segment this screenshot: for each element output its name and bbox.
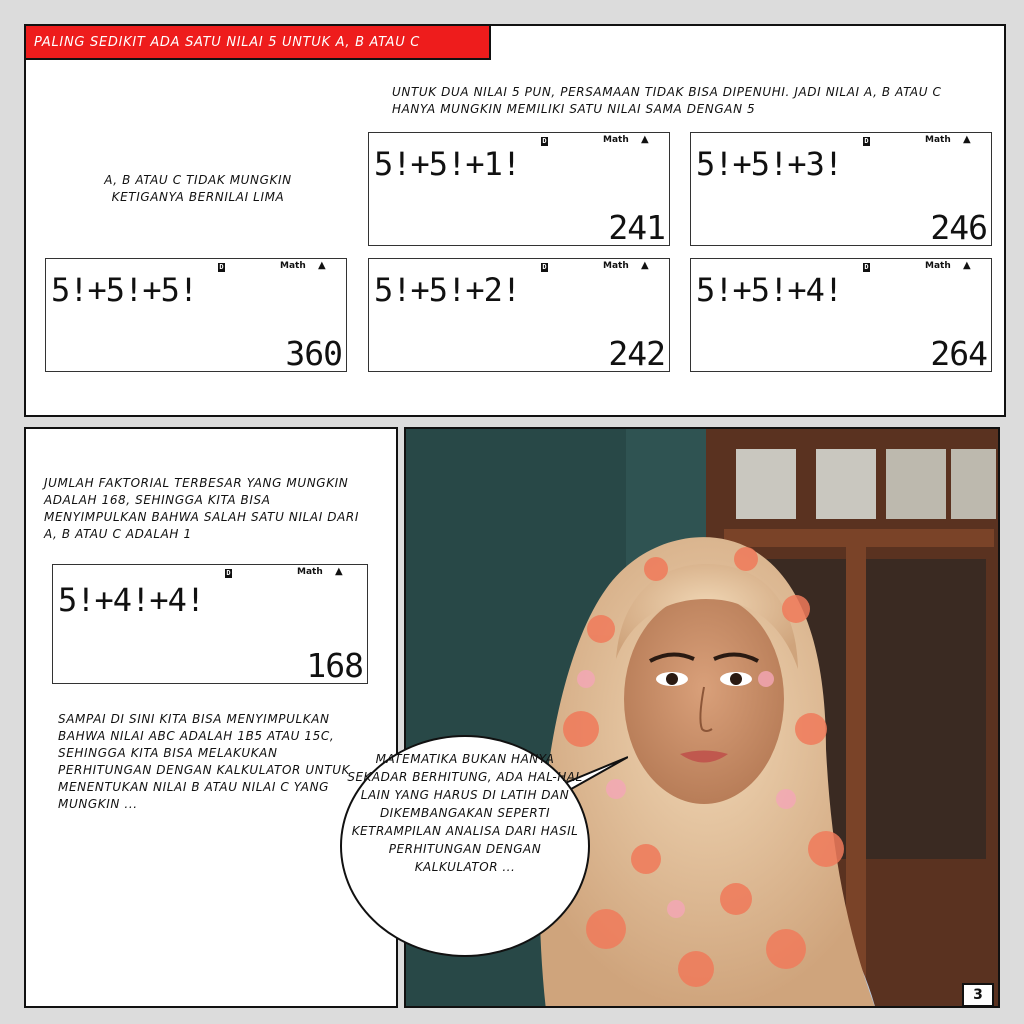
scroll-up-icon: ▲	[318, 260, 326, 271]
calculator-result: 360	[285, 334, 342, 373]
math-mode-indicator: Math	[603, 261, 629, 271]
page-number: 3	[962, 983, 994, 1007]
calculator-expression: 5!+4!+4!	[58, 581, 205, 619]
top-panel	[24, 24, 1006, 417]
scroll-up-icon: ▲	[963, 134, 971, 145]
calculator-result: 168	[306, 646, 363, 685]
scroll-up-icon: ▲	[641, 260, 649, 271]
degree-indicator: D	[542, 263, 547, 271]
caption-conclusion: SAMPAI DI SINI KITA BISA MENYIMPULKAN BAHWA NILAI ABC ADALAH 1B5 ATAU 15C, SEHINGGA KITA BISA MELAKUKAN PERHITUNGAN DENGAN KALKULATOR UNTUK MENENTUKAN NILAI B ATAU NILAI C YANG MUNGKIN ...	[58, 712, 351, 811]
caption-left: A, B ATAU C TIDAK MUNGKIN KETIGANYA BERNILAI LIMA	[104, 173, 292, 204]
calculator-expression: 5!+5!+4!	[696, 271, 843, 309]
calculator-display	[368, 258, 670, 372]
calculator-result: 242	[608, 334, 665, 373]
math-mode-indicator: Math	[603, 135, 629, 145]
math-mode-indicator: Math	[280, 261, 306, 271]
calculator-expression: 5!+5!+1!	[374, 145, 521, 183]
scroll-up-icon: ▲	[641, 134, 649, 145]
scroll-up-icon: ▲	[335, 566, 343, 577]
caption-right: UNTUK DUA NILAI 5 PUN, PERSAMAAN TIDAK BISA DIPENUHI. JADI NILAI A, B ATAU C HANYA MUNGKIN MEMILIKI SATU NILAI SAMA DENGAN 5	[392, 85, 942, 116]
calculator-expression: 5!+5!+5!	[51, 271, 198, 309]
calculator-display	[690, 258, 992, 372]
degree-indicator: D	[219, 263, 224, 271]
calculator-display	[368, 132, 670, 246]
math-mode-indicator: Math	[925, 135, 951, 145]
calculator-result: 264	[930, 334, 987, 373]
calculator-expression: 5!+5!+3!	[696, 145, 843, 183]
calculator-result: 246	[930, 208, 987, 247]
degree-indicator: D	[226, 569, 231, 577]
caption-max-factorial: JUMLAH FAKTORIAL TERBESAR YANG MUNGKIN ADALAH 168, SEHINGGA KITA BISA MENYIMPULKAN BAHWA SALAH SATU NILAI DARI A, B ATAU C ADALAH 1	[44, 476, 359, 541]
calculator-result: 241	[608, 208, 665, 247]
scroll-up-icon: ▲	[963, 260, 971, 271]
math-mode-indicator: Math	[297, 567, 323, 577]
math-mode-indicator: Math	[925, 261, 951, 271]
degree-indicator: D	[864, 137, 869, 145]
calculator-expression: 5!+5!+2!	[374, 271, 521, 309]
calculator-display	[45, 258, 347, 372]
calculator-display	[52, 564, 368, 684]
speech-bubble-text: MATEMATIKA BUKAN HANYA SEKADAR BERHITUNG, ADA HAL-HAL LAIN YANG HARUS DI LATIH DAN DIKEMBANGAKAN SEPERTI KETRAMPILAN ANALISA DARI HASIL PERHITUNGAN DENGAN KALKULATOR ...	[347, 752, 583, 874]
banner-title: PALING SEDIKIT ADA SATU NILAI 5 UNTUK A, B ATAU C	[26, 26, 491, 60]
bottom-left-panel	[24, 427, 398, 1008]
calculator-display	[690, 132, 992, 246]
degree-indicator: D	[864, 263, 869, 271]
degree-indicator: D	[542, 137, 547, 145]
